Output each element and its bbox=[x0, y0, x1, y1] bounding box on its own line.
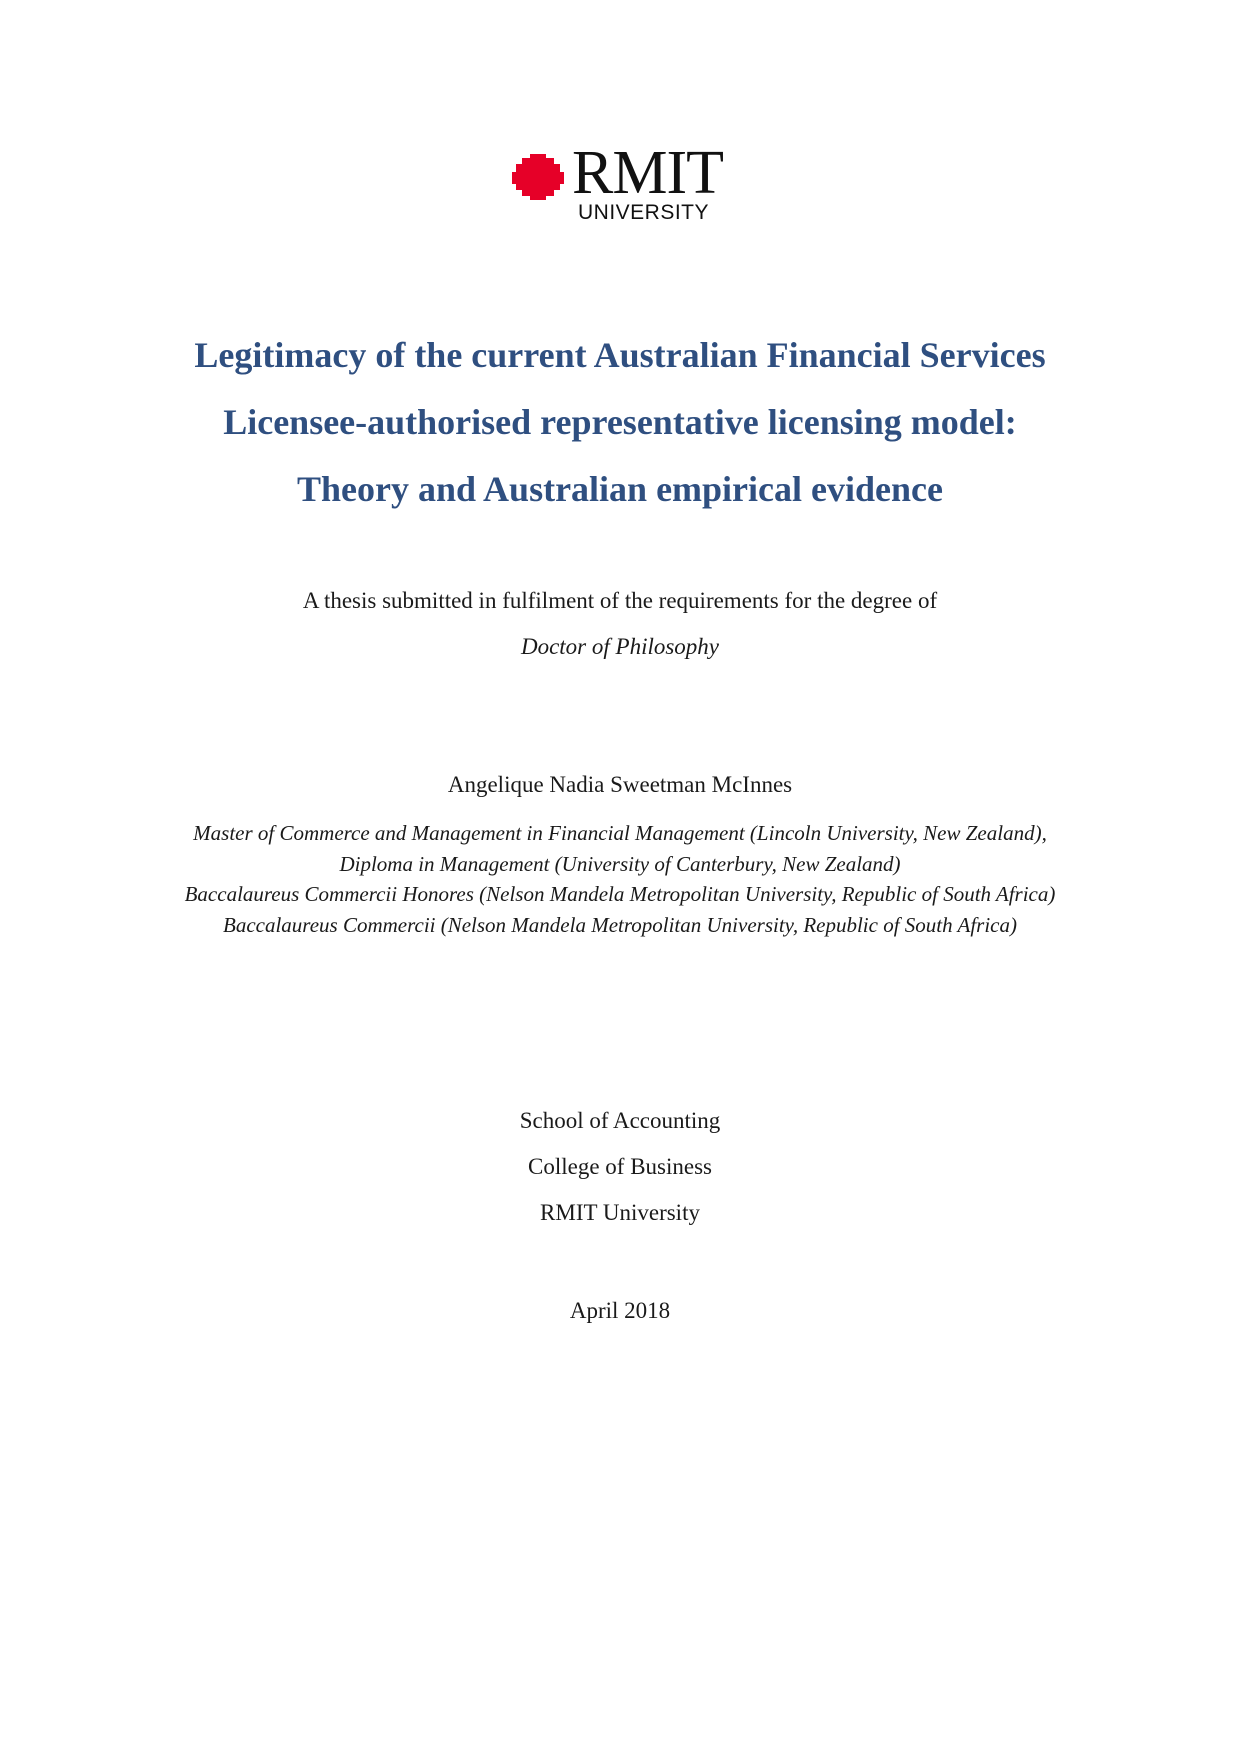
submission-statement bbox=[0, 578, 1240, 670]
submission-date: April 2018 bbox=[569, 1298, 671, 1323]
author-credentials bbox=[0, 818, 1240, 940]
rmit-logo bbox=[512, 139, 732, 228]
logo-subtext: UNIVERSITY bbox=[578, 201, 710, 224]
rmit-pixel-logo-icon bbox=[512, 152, 564, 202]
title-line: Theory and Australian empirical evidence bbox=[297, 469, 943, 509]
title-line: Legitimacy of the current Australian Financial Services bbox=[194, 335, 1046, 375]
credential-line: Master of Commerce and Management in Financial Management (Lincoln University, New Zealand), bbox=[193, 821, 1047, 845]
logo-wordmark: RMIT bbox=[572, 139, 723, 207]
degree-name: Doctor of Philosophy bbox=[520, 634, 720, 659]
credential-line: Baccalaureus Commercii Honores (Nelson Mandela Metropolitan University, Republic of South Africa) bbox=[184, 882, 1056, 906]
affiliation bbox=[0, 1098, 1240, 1236]
author-name: Angelique Nadia Sweetman McInnes bbox=[447, 772, 793, 797]
title-line: Licensee-authorised representative licensing model: bbox=[223, 402, 1017, 442]
submission-text: A thesis submitted in fulfilment of the requirements for the degree of bbox=[302, 588, 938, 613]
university-name: RMIT University bbox=[540, 1200, 700, 1225]
credential-line: Diploma in Management (University of Canterbury, New Zealand) bbox=[339, 851, 901, 876]
school-name: School of Accounting bbox=[519, 1108, 721, 1133]
credential-line: Baccalaureus Commercii (Nelson Mandela Metropolitan University, Republic of South Africa) bbox=[223, 912, 1017, 937]
thesis-title bbox=[0, 322, 1240, 523]
college-name: College of Business bbox=[528, 1154, 712, 1179]
